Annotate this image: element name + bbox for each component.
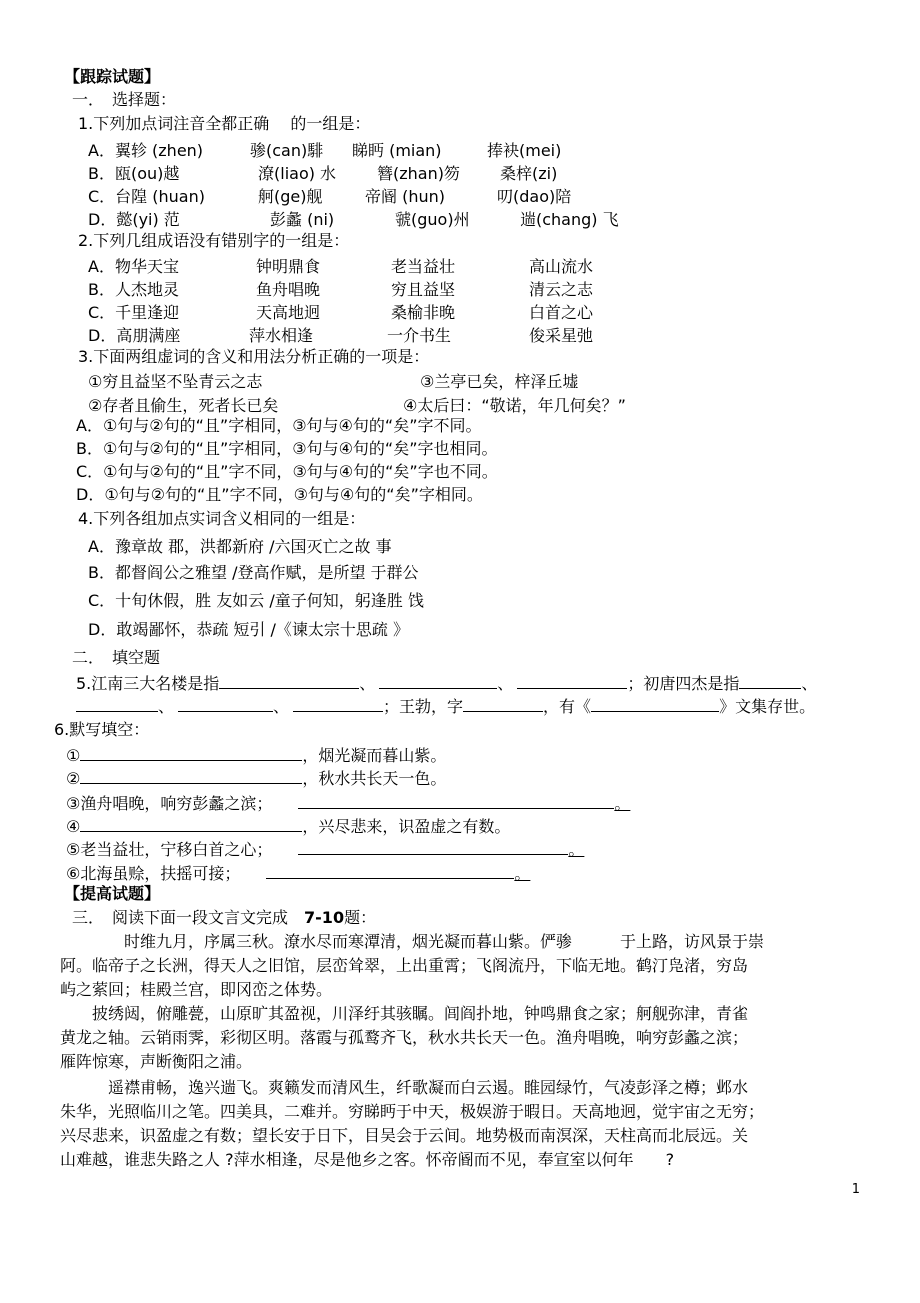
q3-sentence-4: ④太后曰：“敬诺，年几何矣？” [403, 396, 626, 415]
q1-d-1: D．懿(yi) 范 [88, 210, 180, 229]
q6-line-5 [66, 838, 584, 860]
part3-heading [72, 908, 376, 928]
q2-c-2: 天高地迥 [256, 303, 321, 322]
q1-stem: 1.下列加点词注音全都正确 的一组是： [78, 114, 371, 133]
q1-c-4: 叨(dao)陪 [497, 187, 572, 206]
q5-blank-1[interactable] [219, 672, 359, 689]
q5-text-d: ；王勃，字 [383, 697, 464, 716]
q3-option-c: C．①句与②句的“且”字不同，③句与④句的“矣”字也不同。 [76, 462, 498, 481]
passage-line: 山难越，谁悲失路之人 ?萍水相逢，尽是他乡之客。怀帝阍而不见，奉宣室以何年 ? [60, 1150, 675, 1169]
q1-c-3: 帝阍 (hun) [365, 187, 445, 206]
q6-l3-text: ③渔舟唱晚，响穷彭蠡之滨； [66, 794, 273, 813]
q2-b-4: 清云之志 [529, 280, 594, 299]
q5-blank-5[interactable] [76, 695, 158, 712]
q4-stem: 4.下列各组加点实词含义相同的一组是： [78, 509, 366, 528]
q6-l4-mark: ④ [66, 817, 81, 836]
part3-range: 7-10 [304, 908, 345, 927]
q6-blank-4[interactable] [80, 815, 302, 832]
q5-sep-3: 、 [158, 697, 175, 716]
q6-blank-2[interactable] [80, 767, 302, 784]
q5-blank-2[interactable] [379, 672, 497, 689]
q1-b-3: 簪(zhan)笏 [377, 164, 460, 183]
q2-a-3: 老当益壮 [391, 257, 456, 276]
q5-line-1 [76, 672, 817, 694]
q6-line-3 [66, 792, 630, 814]
q5-blank-7[interactable] [293, 695, 383, 712]
q4-option-d: D．敢竭鄙怀，恭疏 短引 /《谏太宗十思疏 》 [88, 620, 409, 639]
q2-a-1: A．物华天宝 [88, 257, 179, 276]
q1-c-2: 舸(ge)舰 [258, 187, 323, 206]
q2-d-1: D．高朋满座 [88, 326, 181, 345]
q2-a-4: 高山流水 [529, 257, 594, 276]
q5-blank-6[interactable] [178, 695, 273, 712]
q3-stem: 3.下面两组虚词的含义和用法分析正确的一项是： [78, 347, 430, 366]
q5-blank-3[interactable] [517, 672, 627, 689]
q6-stem: 6.默写填空： [54, 720, 150, 739]
q1-a-2: 骖(can)騑 [250, 141, 324, 160]
q6-l2-mark: ② [66, 769, 81, 788]
q2-b-1: B．人杰地灵 [88, 280, 179, 299]
q1-d-3: 虢(guo)州 [395, 210, 470, 229]
q5-sep-4: 、 [273, 697, 290, 716]
q6-l5-text: ⑤老当益壮，宁移白首之心； [66, 840, 273, 859]
passage-line: 朱华，光照临川之笔。四美具，二难并。穷睇眄于中天，极娱游于暇日。天高地迥，觉宇宙之无穷； [60, 1102, 765, 1121]
section-title-advanced: 【提高试题】 [64, 884, 161, 903]
q3-sentence-1: ①穷且益坚不坠青云之志 [88, 372, 263, 391]
q4-option-b: B．都督阎公之雅望 /登高作赋，是所望 于群公 [88, 563, 419, 582]
q1-d-2: 彭蠡 (ni) [270, 210, 335, 229]
q4-option-c: C．十旬休假，胜 友如云 /童子何知，躬逢胜 饯 [88, 591, 424, 610]
q5-text-a: 5.江南三大名楼是指 [76, 674, 220, 693]
q6-l6-end: 。 [514, 864, 531, 883]
q6-blank-3[interactable] [298, 792, 614, 809]
passage-line: 遥襟甫畅，逸兴遄飞。爽籁发而清风生，纤歌凝而白云遏。睢园绿竹，气凌彭泽之樽；邺水 [60, 1078, 749, 1097]
q2-b-3: 穷且益坚 [391, 280, 456, 299]
passage-line: 时维九月，序属三秋。潦水尽而寒潭清，烟光凝而暮山紫。俨骖 于上路，访风景于崇 [60, 932, 765, 951]
q3-sentence-3: ③兰亭已矣，梓泽丘墟 [420, 372, 579, 391]
q3-sentence-2: ②存者且偷生，死者长已矣 [88, 396, 279, 415]
q6-blank-6[interactable] [266, 862, 514, 879]
q2-c-3: 桑榆非晚 [391, 303, 456, 322]
passage-line: 屿之萦回；桂殿兰宫，即冈峦之体势。 [60, 980, 333, 999]
q6-l1-mark: ① [66, 746, 81, 765]
passage-line: 雁阵惊寒，声断衡阳之浦。 [60, 1052, 253, 1071]
q3-option-a: A．①句与②句的“且”字相同，③句与④句的“矣”字不同。 [76, 416, 482, 435]
q6-l3-end: 。 [614, 794, 631, 813]
part1-heading: 一． 选择题： [72, 90, 177, 109]
part3-text-c: 题： [344, 908, 377, 927]
part2-heading: 二． 填空题 [72, 648, 161, 667]
q5-blank-4[interactable] [739, 672, 801, 689]
q3-option-b: B．①句与②句的“且”字相同，③句与④句的“矣”字也相同。 [76, 439, 498, 458]
q2-a-2: 钟明鼎食 [256, 257, 321, 276]
q5-sep-1: 、 [359, 674, 376, 693]
q5-text-c: 、 [801, 674, 818, 693]
q6-line-6 [66, 862, 530, 884]
q5-sep-2: 、 [497, 674, 514, 693]
q5-text-e: ，有《 [543, 697, 592, 716]
page-number: 1 [851, 1182, 860, 1197]
q1-b-2: 潦(liao) 水 [258, 164, 337, 183]
part3-text-a: 三． 阅读下面一段文言文完成 [72, 908, 289, 927]
q6-line-2 [66, 767, 446, 789]
q5-blank-8[interactable] [463, 695, 543, 712]
q6-blank-1[interactable] [80, 744, 302, 761]
q1-d-4: 遄(chang) 飞 [520, 210, 619, 229]
q1-c-1: C．台隍 (huan) [88, 187, 205, 206]
q1-b-4: 桑梓(zi) [500, 164, 558, 183]
q2-d-4: 俊采星弛 [529, 326, 594, 345]
q5-text-f: 》文集存世。 [719, 697, 816, 716]
section-title-tracking: 【跟踪试题】 [64, 67, 161, 86]
q6-l6-text: ⑥北海虽赊，扶摇可接； [66, 864, 241, 883]
q6-blank-5[interactable] [298, 838, 568, 855]
q2-c-1: C．千里逢迎 [88, 303, 180, 322]
passage-line: 兴尽悲来，识盈虚之有数；望长安于日下，目吴会于云间。地势极而南溟深，天柱高而北辰远。关 [60, 1126, 749, 1145]
q1-a-3: 睇眄 (mian) [352, 141, 442, 160]
q2-d-2: 萍水相逢 [249, 326, 314, 345]
q1-b-1: B．瓯(ou)越 [88, 164, 180, 183]
q2-d-3: 一介书生 [387, 326, 452, 345]
passage-line: 披绣闼，俯雕甍，山原旷其盈视，川泽纡其骇瞩。闾阎扑地，钟鸣鼎食之家；舸舰弥津，青雀 [60, 1004, 749, 1023]
q3-option-d: D．①句与②句的“且”字不同，③句与④句的“矣”字相同。 [76, 485, 483, 504]
q5-blank-9[interactable] [591, 695, 719, 712]
q6-l2-text: ，秋水共长天一色。 [302, 769, 447, 788]
passage-line: 黄龙之轴。云销雨霁，彩彻区明。落霞与孤鹜齐飞，秋水共长天一色。渔舟唱晚，响穷彭蠡之滨； [60, 1028, 749, 1047]
q6-line-4 [66, 815, 510, 837]
q6-l4-text: ，兴尽悲来，识盈虚之有数。 [302, 817, 511, 836]
q5-text-b: ；初唐四杰是指 [627, 674, 740, 693]
q5-line-2 [76, 695, 815, 717]
q2-b-2: 鱼舟唱晚 [256, 280, 321, 299]
q2-stem: 2.下列几组成语没有错别字的一组是： [78, 231, 350, 250]
q1-a-1: A．翼轸 (zhen) [88, 141, 204, 160]
q6-l1-text: ，烟光凝而暮山紫。 [302, 746, 447, 765]
q2-c-4: 白首之心 [529, 303, 594, 322]
q4-option-a: A．豫章故 郡，洪都新府 /六国灭亡之故 事 [88, 537, 392, 556]
q1-a-4: 捧袂(mei) [487, 141, 562, 160]
q6-l5-end: 。 [568, 840, 585, 859]
q6-line-1 [66, 744, 446, 766]
passage-line: 阿。临帝子之长洲，得天人之旧馆，层峦耸翠，上出重霄；飞阁流丹，下临无地。鹤汀凫渚，穷岛 [60, 956, 749, 975]
